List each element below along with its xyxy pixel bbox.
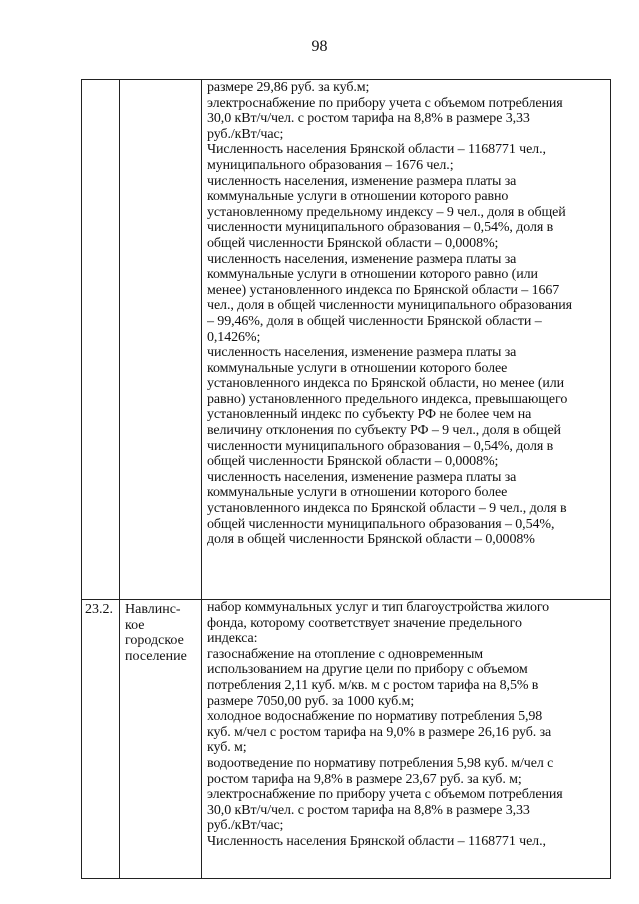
text-line: равно) установленного предельного индекса, превышающего xyxy=(207,391,568,407)
text-line: – 99,46%, доля в общей численности Брянской области – xyxy=(207,313,542,329)
text-line: численности муниципального образования – 0,54%, доля в xyxy=(207,438,554,454)
municipality-name-line: городское xyxy=(125,633,184,649)
text-line: общей численности Брянской области – 0,0008%; xyxy=(207,235,499,251)
text-line: установленный индекс по субъекту РФ не более чем на xyxy=(207,407,532,423)
text-line: холодное водоснабжение по нормативу потребления 5,98 xyxy=(207,709,543,725)
text-line: Численность населения Брянской области – 1168771 чел., xyxy=(207,833,546,849)
page-number: 98 xyxy=(311,38,328,55)
text-line: ростом тарифа на 9,8% в размере 23,67 руб. за куб. м; xyxy=(207,771,522,787)
text-line: муниципального образования – 1676 чел.; xyxy=(207,157,454,173)
text-line: куб. м; xyxy=(207,740,247,756)
text-line: руб./кВт/час; xyxy=(207,126,284,142)
municipality-name-line: кое xyxy=(125,617,145,633)
text-line: численность населения, изменение размера платы за xyxy=(207,251,517,267)
text-line: набор коммунальных услуг и тип благоустройства жилого xyxy=(207,600,550,615)
text-line: использованием на другие цели по прибору с объемом xyxy=(207,662,528,678)
text-line: численности муниципального образования – 0,54%, доля в xyxy=(207,220,554,236)
text-line: величину отклонения по субъекту РФ – 9 чел., доля в общей xyxy=(207,423,561,439)
text-line: численность населения, изменение размера платы за xyxy=(207,173,517,189)
municipality-name-line: поселение xyxy=(125,648,187,664)
text-line: численность населения, изменение размера платы за xyxy=(207,345,517,361)
table-row xyxy=(82,600,611,879)
text-line: руб./кВт/час; xyxy=(207,818,284,834)
text-line: коммунальные услуги в отношении которого равно xyxy=(207,189,509,205)
text-line: менее) установленного индекса по Брянской области – 1667 xyxy=(207,282,560,298)
text-line: общей численности муниципального образования – 0,54%, xyxy=(207,516,555,532)
description-cell xyxy=(202,80,611,600)
text-line: 30,0 кВт/ч/чел. с ростом тарифа на 8,8% в размере 3,33 xyxy=(207,802,530,818)
text-line: фонда, которому соответствует значение предельного xyxy=(207,615,522,631)
text-line: коммунальные услуги в отношении которого равно (или xyxy=(207,267,538,283)
text-line: куб. м/чел с ростом тарифа на 9,0% в размере 26,16 руб. за xyxy=(207,724,552,740)
table-row xyxy=(82,80,611,600)
municipality-name-line: Навлинс- xyxy=(125,602,181,617)
text-line: доля в общей численности Брянской области – 0,0008% xyxy=(207,532,535,548)
municipality-name-cell xyxy=(120,80,202,600)
text-line: Численность населения Брянской области – 1168771 чел., xyxy=(207,142,546,158)
text-line: водоотведение по нормативу потребления 5,98 куб. м/чел с xyxy=(207,755,554,771)
text-line: установленного индекса по Брянской области, но менее (или xyxy=(207,376,565,392)
text-line: коммунальные услуги в отношении которого более xyxy=(207,485,508,501)
text-line: размере 29,86 руб. за куб.м; xyxy=(207,80,370,95)
text-line: коммунальные услуги в отношении которого более xyxy=(207,360,508,376)
row-number-cell xyxy=(82,80,120,600)
municipality-name-cell xyxy=(120,600,202,879)
text-line: общей численности Брянской области – 0,0008%; xyxy=(207,454,499,470)
text-line: установленного индекса по Брянской области – 9 чел., доля в xyxy=(207,501,567,517)
text-line: 0,1426%; xyxy=(207,329,261,345)
text-line: электроснабжение по прибору учета с объемом потребления xyxy=(207,787,563,803)
text-line: электроснабжение по прибору учета с объемом потребления xyxy=(207,95,563,111)
text-line: размере 7050,00 руб. за 1000 куб.м; xyxy=(207,693,415,709)
text-line: 30,0 кВт/ч/чел. с ростом тарифа на 8,8% в размере 3,33 xyxy=(207,111,530,127)
document-table xyxy=(81,79,611,879)
text-line: индекса: xyxy=(207,631,258,647)
text-line: потребления 2,11 куб. м/кв. м с ростом тарифа на 8,5% в xyxy=(207,677,539,693)
text-line: установленному предельному индексу – 9 чел., доля в общей xyxy=(207,204,566,220)
description-cell xyxy=(202,600,611,879)
text-line: чел., доля в общей численности муниципального образования xyxy=(207,298,572,314)
text-line: газоснабжение на отопление с одновременным xyxy=(207,646,484,662)
row-number-cell: 23.2. xyxy=(82,600,120,879)
text-line: численность населения, изменение размера платы за xyxy=(207,469,517,485)
